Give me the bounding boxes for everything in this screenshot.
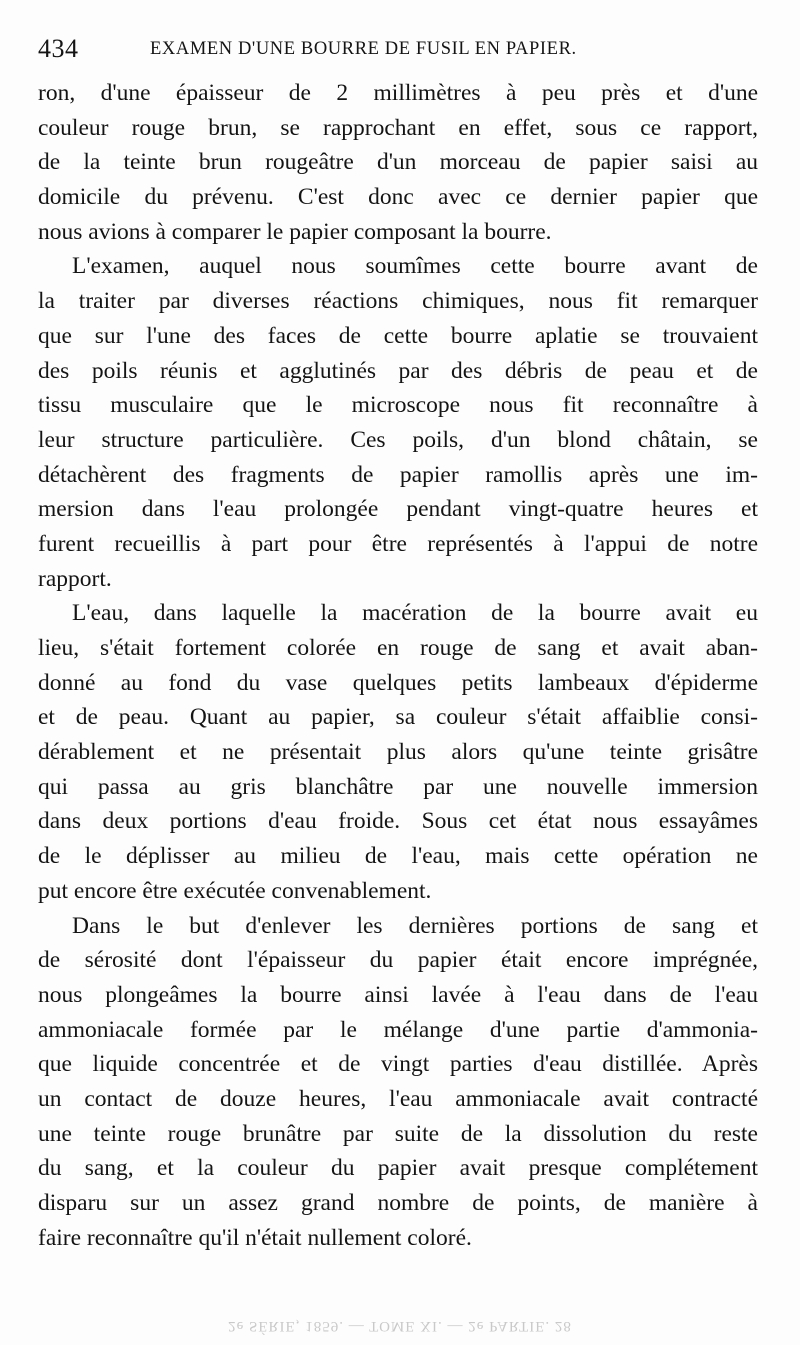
running-title: EXAMEN D'UNE BOURRE DE FUSIL EN PAPIER. (150, 39, 577, 59)
text-line: la traiter par diverses réactions chimiques, nous fit remarquer (38, 288, 758, 315)
text-line: des poils réunis et agglutinés par des débris de peau et de (38, 357, 758, 384)
text-line: du sang, et la couleur du papier avait presque complétement (38, 1155, 758, 1182)
show-through-footer: 2e SÉRIE, 1859. — TOME XI. — 2e PARTIE. 28 (228, 1318, 572, 1334)
text-line: détachèrent des fragments de papier ramollis après une im- (38, 461, 758, 488)
text-line: que sur l'une des faces de cette bourre aplatie se trouvaient (38, 322, 758, 349)
text-line: qui passa au gris blanchâtre par une nouvelle immersion (38, 773, 758, 800)
text-line: lieu, s'était fortement colorée en rouge de sang et avait aban- (38, 635, 758, 661)
text-line: donné au fond du vase quelques petits lambeaux d'épiderme (38, 669, 758, 696)
text-line: tissu musculaire que le microscope nous fit reconnaître à (38, 392, 758, 419)
text-line: une teinte rouge brunâtre par suite de la dissolution du reste (38, 1120, 758, 1147)
text-line: ron, d'une épaisseur de 2 millimètres à peu près et d'une (38, 80, 758, 106)
text-line: ammoniacale formée par le mélange d'une partie d'ammonia- (38, 1016, 758, 1043)
text-line: put encore être exécutée convenablement. (38, 877, 432, 904)
text-line: L'examen, auquel nous soumîmes cette bourre avant de (72, 253, 758, 280)
paragraph (38, 909, 758, 1256)
text-line: leur structure particulière. Ces poils, d'un blond châtain, se (38, 426, 758, 453)
page-number: 434 (38, 34, 79, 63)
text-line: un contact de douze heures, l'eau ammoniacale avait contracté (38, 1085, 758, 1112)
text-line: et de peau. Quant au papier, sa couleur s'était affaiblie consi- (38, 704, 758, 731)
text-line: faire reconnaître qu'il n'était nullement coloré. (38, 1224, 472, 1251)
page-header (38, 34, 758, 70)
paragraph (38, 76, 758, 249)
text-line: rapport. (38, 565, 112, 592)
text-line: couleur rouge brun, se rapprochant en effet, sous ce rapport, (38, 114, 758, 141)
text-line: domicile du prévenu. C'est donc avec ce dernier papier que (38, 184, 758, 211)
text-line: L'eau, dans laquelle la macération de la bourre avait eu (72, 600, 758, 627)
text-line: dérablement et ne présentait plus alors qu'une teinte grisâtre (38, 739, 758, 766)
text-line: de le déplisser au milieu de l'eau, mais cette opération ne (38, 843, 758, 870)
text-line: de la teinte brun rougeâtre d'un morceau de papier saisi au (38, 149, 758, 176)
paragraph (38, 249, 758, 596)
text-line: Dans le but d'enlever les dernières portions de sang et (72, 912, 758, 939)
text-line: furent recueillis à part pour être représentés à l'appui de notre (38, 530, 758, 557)
text-line: nous plongeâmes la bourre ainsi lavée à l'eau dans de l'eau (38, 981, 758, 1008)
body-text (38, 76, 758, 1255)
text-line: de sérosité dont l'épaisseur du papier était encore imprégnée, (38, 947, 758, 974)
text-line: nous avions à comparer le papier composant la bourre. (38, 218, 552, 245)
paragraph (38, 596, 758, 908)
text-line: disparu sur un assez grand nombre de points, de manière à (38, 1190, 758, 1216)
text-line: mersion dans l'eau prolongée pendant vingt-quatre heures et (38, 496, 758, 523)
text-line: dans deux portions d'eau froide. Sous cet état nous essayâmes (38, 808, 758, 835)
text-line: que liquide concentrée et de vingt parties d'eau distillée. Après (38, 1051, 758, 1078)
